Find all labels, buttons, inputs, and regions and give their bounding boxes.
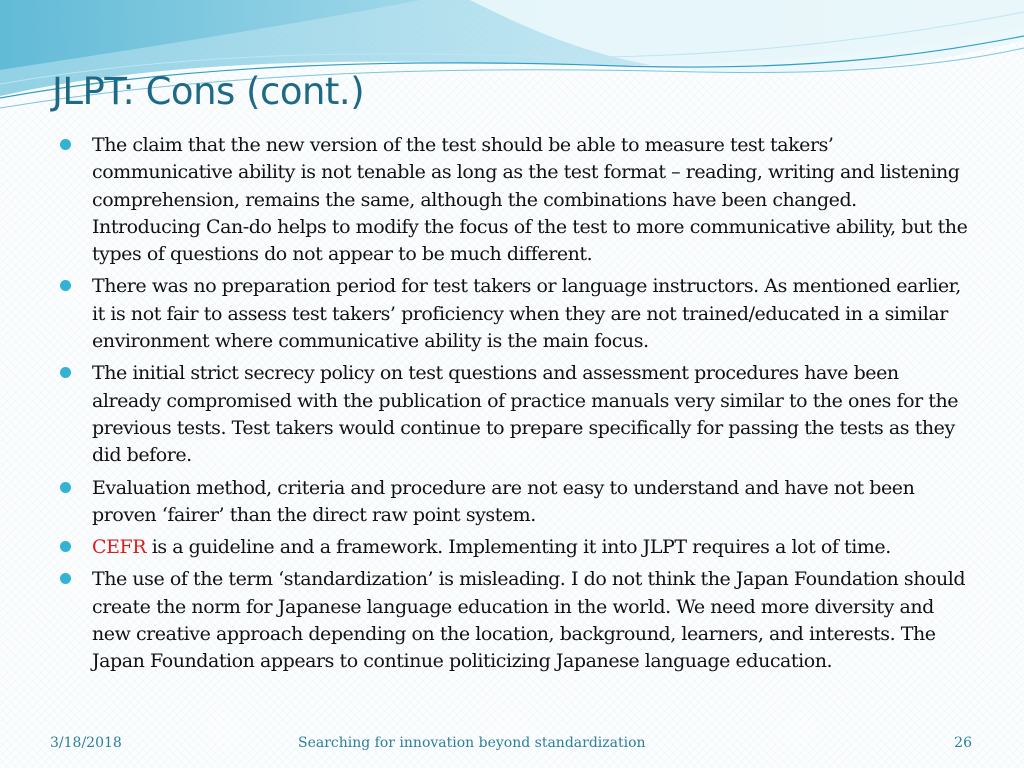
bullet-item [56, 475, 968, 530]
bullet-text: The claim that the new version of the test should be able to measure test takers’ communicative ability is not tenable as long as the test format – reading, writing and listening comprehension, remains the same, although the combinations have been changed. Introducing Can-do helps to modify the focus of the test to more communicative ability, but the types of questions do not appear to be much different. [92, 134, 968, 266]
cefr-highlight: CEFR [92, 536, 147, 559]
bullet-item [56, 534, 968, 561]
bullet-marker-icon [60, 280, 71, 291]
footer-center-text: Searching for innovation beyond standardization [298, 735, 646, 751]
bullet-text: The initial strict secrecy policy on test questions and assessment procedures have been already compromised with the publication of practice manuals very similar to the ones for the previous tests. Test takers would continue to prepare specifically for passing the tests as they did before. [92, 362, 959, 467]
bullet-list [56, 132, 968, 681]
bullet-text: Evaluation method, criteria and procedure are not easy to understand and have not been proven ‘fairer’ than the direct raw point system. [92, 476, 915, 526]
bullet-item [56, 360, 968, 469]
bullet-marker-icon [60, 139, 71, 150]
bullet-item [56, 566, 968, 675]
slide-title: JLPT: Cons (cont.) [52, 70, 365, 113]
bullet-text: is a guideline and a framework. Implementing it into JLPT requires a lot of time. [146, 536, 891, 559]
footer-page-number: 26 [954, 735, 972, 751]
bullet-marker-icon [60, 367, 71, 378]
bullet-marker-icon [60, 573, 71, 584]
bullet-item [56, 273, 968, 355]
bullet-marker-icon [60, 482, 71, 493]
bullet-text: There was no preparation period for test takers or language instructors. As mentioned earlier, it is not fair to assess test takers’ proficiency when they are not trained/educated in a similar environment where communicative ability is the main focus. [92, 275, 961, 353]
bullet-marker-icon [60, 541, 71, 552]
bullet-item [56, 132, 968, 268]
footer-date: 3/18/2018 [50, 735, 122, 751]
bullet-text: The use of the term ‘standardization’ is misleading. I do not think the Japan Foundation should create the norm for Japanese language education in the world. We need more diversity and new creative approach depending on the location, background, learners, and interests. The Japan Foundation appears to continue politicizing Japanese language education. [92, 568, 966, 673]
